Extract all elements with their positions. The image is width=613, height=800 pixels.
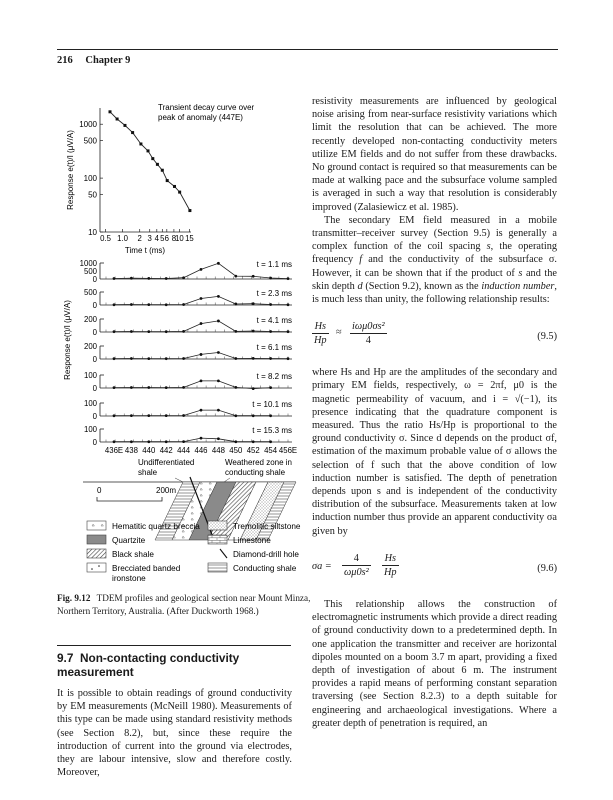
profile-point bbox=[269, 386, 272, 389]
profile-series-label: t = 4.1 ms bbox=[256, 316, 292, 325]
chapter-title: Chapter 9 bbox=[85, 55, 131, 66]
station-label: 456E bbox=[278, 446, 298, 455]
legend-label: Conducting shale bbox=[233, 564, 297, 573]
legend-swatch bbox=[87, 563, 106, 572]
data-point bbox=[151, 157, 154, 160]
legend-swatch bbox=[87, 535, 106, 544]
profile-point bbox=[252, 330, 255, 333]
data-point bbox=[147, 149, 150, 152]
profile-point bbox=[165, 386, 168, 389]
x-tick-label: 3 bbox=[147, 234, 152, 243]
profile-point bbox=[147, 303, 150, 306]
equation-9-6: σa = $\frac{4}{\text{ωμ0s²}}$ $\frac{Hs}{Hp}$ (9.6) bbox=[312, 552, 557, 579]
profile-y-label: 500 bbox=[83, 288, 97, 297]
profile-point bbox=[252, 414, 255, 417]
data-point bbox=[166, 179, 169, 182]
eq2-frac2: $\frac{Hs}{Hp}$ bbox=[384, 552, 397, 579]
caption-label: Fig. 9.12 bbox=[57, 593, 91, 603]
station-label: 452 bbox=[246, 446, 260, 455]
station-label: 440 bbox=[142, 446, 156, 455]
profile-point bbox=[147, 277, 150, 280]
profile-line bbox=[114, 438, 271, 442]
profile-point bbox=[113, 277, 116, 280]
profile-point bbox=[165, 414, 168, 417]
left-column-body bbox=[57, 687, 292, 779]
data-point bbox=[173, 185, 176, 188]
profile-point bbox=[234, 357, 237, 360]
decay-title-line1: Transient decay curve over bbox=[158, 103, 255, 112]
eq1-rhs: iωμ0σs² 4 bbox=[352, 321, 385, 347]
profile-point bbox=[182, 330, 185, 333]
profile-point bbox=[252, 302, 255, 305]
station-label: 436E bbox=[104, 446, 124, 455]
profile-point bbox=[200, 353, 203, 356]
profile-point bbox=[130, 414, 133, 417]
running-head bbox=[57, 55, 140, 66]
eq2-frac1: $\frac{4}{\text{ωμ0s²}}$ bbox=[344, 552, 369, 579]
x-tick-label: 1.0 bbox=[117, 234, 129, 243]
station-label: 454 bbox=[264, 446, 278, 455]
profile-point bbox=[269, 330, 272, 333]
profile-point bbox=[287, 357, 290, 360]
profile-y-label: 100 bbox=[83, 399, 97, 408]
profile-line bbox=[114, 410, 271, 416]
profile-point bbox=[130, 277, 133, 280]
scale-bar bbox=[97, 497, 162, 501]
profile-y-label: 500 bbox=[83, 267, 97, 276]
legend-label: Black shale bbox=[112, 550, 154, 559]
page-number: 216 bbox=[57, 55, 73, 66]
profile-y-label: 0 bbox=[92, 355, 97, 364]
profile-point bbox=[234, 303, 237, 306]
x-tick-label: 8 bbox=[171, 234, 177, 243]
x-tick-label: 0.5 bbox=[100, 234, 111, 243]
legend-swatch bbox=[87, 521, 106, 530]
data-point bbox=[139, 142, 142, 145]
profile-series-label: t = 15.3 ms bbox=[252, 426, 292, 435]
section-heading bbox=[57, 651, 297, 679]
legend-label: Quartzite bbox=[112, 536, 146, 545]
decay-chart bbox=[66, 103, 255, 255]
section-label: Undifferentiated bbox=[138, 458, 195, 467]
profile-point bbox=[252, 440, 255, 443]
y-tick-label: 100 bbox=[83, 174, 97, 184]
profile-point bbox=[147, 330, 150, 333]
profiles-y-axis-label: Response e(t)/I (μV/A) bbox=[63, 300, 72, 380]
profile-point bbox=[217, 351, 220, 354]
profile-point bbox=[234, 330, 237, 333]
profile-point bbox=[217, 295, 220, 298]
station-label: 450 bbox=[229, 446, 243, 455]
y-tick-label: 50 bbox=[88, 190, 97, 200]
profile-y-label: 0 bbox=[92, 328, 97, 337]
y-axis-label: Response e(t)/I (μV/A) bbox=[66, 130, 75, 210]
profile-y-label: 1000 bbox=[79, 259, 97, 268]
profile-point bbox=[165, 303, 168, 306]
profile-point bbox=[147, 357, 150, 360]
profile-point bbox=[130, 386, 133, 389]
profile-point bbox=[269, 277, 272, 280]
data-point bbox=[109, 110, 112, 113]
data-point bbox=[156, 163, 159, 166]
profile-y-label: 0 bbox=[92, 301, 97, 310]
section-title: Non-contacting conductivity measurement bbox=[57, 651, 240, 679]
profile-point bbox=[217, 437, 220, 440]
profile-point bbox=[287, 277, 290, 280]
profile-point bbox=[113, 414, 116, 417]
legend-label: Brecciated banded bbox=[112, 564, 181, 573]
profile-point bbox=[182, 440, 185, 443]
profiles-chart bbox=[63, 259, 297, 455]
profile-point bbox=[234, 275, 237, 278]
section-label: conducting shale bbox=[225, 468, 286, 477]
profile-series-label: t = 8.2 ms bbox=[256, 372, 292, 381]
legend-label: Diamond-drill hole bbox=[233, 550, 299, 559]
y-tick-label: 10 bbox=[88, 228, 97, 237]
x-tick-label: 6 bbox=[164, 234, 169, 243]
profile-series-label: t = 10.1 ms bbox=[252, 400, 292, 409]
section-rule bbox=[57, 645, 291, 646]
profile-point bbox=[165, 330, 168, 333]
equation-9-5: $\frac{Hs}{Hp}$ ≈ iωμ0σs² 4 (9.5) bbox=[314, 321, 557, 347]
profile-point bbox=[130, 330, 133, 333]
legend-swatch bbox=[87, 549, 106, 558]
section-label: shale bbox=[138, 468, 158, 477]
label-leader bbox=[175, 478, 183, 482]
profile-point bbox=[147, 440, 150, 443]
profile-point bbox=[165, 357, 168, 360]
section-label: Weathered zone in bbox=[225, 458, 293, 467]
profile-point bbox=[234, 440, 237, 443]
legend-swatch bbox=[208, 563, 227, 572]
paragraph: It is possible to obtain readings of ground conductivity by EM measurements (McNeill 1980). Measurements of this type can be made using standard resistivity methods (see Section 8.2), but, since these require the introduction of current into the ground via electrodes, they are labour intensive, slow and therefore costly. Moreover, bbox=[57, 688, 292, 779]
station-label: 444 bbox=[177, 446, 191, 455]
equation-number: (9.6) bbox=[537, 562, 557, 574]
profile-point bbox=[130, 357, 133, 360]
profile-point bbox=[217, 262, 220, 265]
profile-point bbox=[269, 440, 272, 443]
profile-point bbox=[269, 414, 272, 417]
legend-label: ironstone bbox=[112, 574, 146, 583]
legend-label: Limestone bbox=[233, 536, 271, 545]
profile-line bbox=[114, 381, 271, 389]
profile-point bbox=[113, 386, 116, 389]
station-label: 442 bbox=[159, 446, 173, 455]
profile-point bbox=[165, 440, 168, 443]
y-tick-label: 500 bbox=[83, 136, 97, 146]
profile-point bbox=[113, 440, 116, 443]
legend bbox=[87, 521, 301, 583]
profile-y-label: 100 bbox=[83, 371, 97, 380]
profile-y-label: 200 bbox=[83, 342, 97, 351]
figure-9-12 bbox=[0, 90, 310, 610]
legend-dot bbox=[98, 565, 100, 567]
profile-y-label: 0 bbox=[92, 438, 97, 447]
profile-point bbox=[252, 357, 255, 360]
x-tick-label: 15 bbox=[185, 234, 194, 243]
profile-point bbox=[217, 379, 220, 382]
station-label: 438 bbox=[124, 446, 138, 455]
profile-point bbox=[165, 277, 168, 280]
x-tick-label: 2 bbox=[137, 234, 142, 243]
equation-number: (9.5) bbox=[537, 331, 557, 343]
section-number: 9.7 bbox=[57, 651, 74, 665]
profile-point bbox=[182, 386, 185, 389]
legend-swatch-drill bbox=[220, 549, 227, 558]
profile-point bbox=[287, 303, 290, 306]
x-tick-label: 10 bbox=[175, 234, 184, 243]
profile-y-label: 100 bbox=[83, 425, 97, 434]
profile-y-label: 0 bbox=[92, 412, 97, 421]
profile-series-label: t = 1.1 ms bbox=[256, 260, 292, 269]
scale-start: 0 bbox=[97, 486, 102, 495]
profile-y-label: 200 bbox=[83, 315, 97, 324]
station-label: 448 bbox=[211, 446, 225, 455]
top-rule bbox=[57, 49, 558, 50]
profile-point bbox=[217, 409, 220, 412]
profile-point bbox=[200, 297, 203, 300]
profile-series-label: t = 6.1 ms bbox=[256, 343, 292, 352]
profile-point bbox=[269, 303, 272, 306]
x-axis-label: Time t (ms) bbox=[124, 246, 166, 255]
profile-point bbox=[287, 330, 290, 333]
scale-end: 200m bbox=[156, 486, 177, 495]
data-point bbox=[131, 131, 134, 134]
profile-point bbox=[200, 268, 203, 271]
profile-point bbox=[217, 320, 220, 323]
data-point bbox=[161, 169, 164, 172]
profile-point bbox=[113, 330, 116, 333]
profile-point bbox=[200, 379, 203, 382]
profile-point bbox=[147, 386, 150, 389]
data-point bbox=[178, 191, 181, 194]
data-point bbox=[188, 209, 191, 212]
paragraph-2: The secondary EM field measured in a mobile transmitter–receiver survey (Section 9.5) is generally a complex function of the coil spacing s, the operating frequency f and the conductivity of the subsurface σ. However, it can be shown that if the product of s and the skin depth d (Section 9.2), known as the induction number, is much less than unity, the following relationship results: bbox=[312, 214, 557, 306]
profile-point bbox=[113, 357, 116, 360]
profile-point bbox=[182, 414, 185, 417]
data-point bbox=[116, 117, 119, 120]
eq1-lhs: $\frac{Hs}{Hp}$ bbox=[314, 321, 327, 347]
paragraph-1: resistivity measurements are influenced by geological noise arising from near-surface resistivity variations which limit the resolution that can be achieved. The more recently developed non-contacting conductivity meters utilize EM fields and do not suffer from these drawbacks. No ground contact is required so that measurements can be made at walking pace and the subsurface volume sampled is averaged in such a way that resolution is considerably improved (Zalasiewicz et al. 1985). bbox=[312, 96, 557, 213]
decay-title-line2: peak of anomaly (447E) bbox=[158, 113, 243, 122]
legend-label: Tremolitic siltstone bbox=[233, 522, 301, 531]
profile-point bbox=[182, 357, 185, 360]
profile-point bbox=[252, 387, 255, 390]
right-column bbox=[312, 95, 557, 730]
label-leader bbox=[224, 478, 230, 482]
profile-point bbox=[269, 357, 272, 360]
paragraph-3: where Hs and Hp are the amplitudes of the secondary and primary EM fields, respectively, ω = 2πf, μ0 is the magnetic permeability of vacuum, and i = √(−1), its presence indicating that the quadrature component is measured. Thus the ratio Hs/Hp is proportional to the ground conductivity σ. Since d depends on the product σf, estimation of the maximum probable value of σ allows the selection of f such that the above condition of low induction number is satisfied. The depth of penetration depends upon s and is independent of the conductivity distribution of the subsurface. Measurements taken at low induction number thus provide an apparent conductivity σa given by bbox=[312, 367, 557, 537]
profile-point bbox=[200, 322, 203, 325]
x-tick-label: 4 bbox=[154, 234, 159, 243]
profile-point bbox=[182, 276, 185, 279]
profile-point bbox=[113, 303, 116, 306]
legend-swatch bbox=[208, 535, 227, 544]
profile-point bbox=[147, 414, 150, 417]
profile-series-label: t = 2.3 ms bbox=[256, 289, 292, 298]
profile-y-label: 0 bbox=[92, 275, 97, 284]
legend-label: Hematitic quartz breccia bbox=[112, 522, 200, 531]
figure-canvas bbox=[0, 90, 310, 610]
paragraph-4: This relationship allows the construction of electromagnetic instruments which provide a direct reading of ground conductivity down to a predetermined depth. In one application the transmitter and receiver are horizontal dipoles mounted on a boom 3.7 m apart, providing a fixed depth of investigation of about 6 m. The instrument provides a rapid means of performing constant separation traversing (see Section 8.2.3) to a depth suitable for engineering and archaeological investigations. Where a greater depth of penetration is required, an bbox=[312, 598, 557, 729]
profile-point bbox=[252, 275, 255, 278]
caption-text: TDEM profiles and geological section near Mount Minza, Northern Territory, Australia. (After Duckworth 1968.) bbox=[57, 593, 311, 616]
figure-caption bbox=[57, 592, 312, 618]
profile-point bbox=[130, 440, 133, 443]
legend-dot bbox=[91, 568, 93, 570]
x-tick-label: 5 bbox=[160, 234, 165, 243]
data-point bbox=[123, 124, 126, 127]
station-label: 446 bbox=[194, 446, 208, 455]
profile-point bbox=[234, 414, 237, 417]
profile-point bbox=[200, 437, 203, 440]
profile-point bbox=[182, 303, 185, 306]
profile-point bbox=[234, 386, 237, 389]
legend-swatch bbox=[208, 521, 227, 530]
decay-curve bbox=[110, 112, 190, 211]
profile-point bbox=[200, 409, 203, 412]
profile-y-label: 0 bbox=[92, 384, 97, 393]
profile-point bbox=[130, 303, 133, 306]
y-tick-label: 1000 bbox=[79, 120, 97, 130]
